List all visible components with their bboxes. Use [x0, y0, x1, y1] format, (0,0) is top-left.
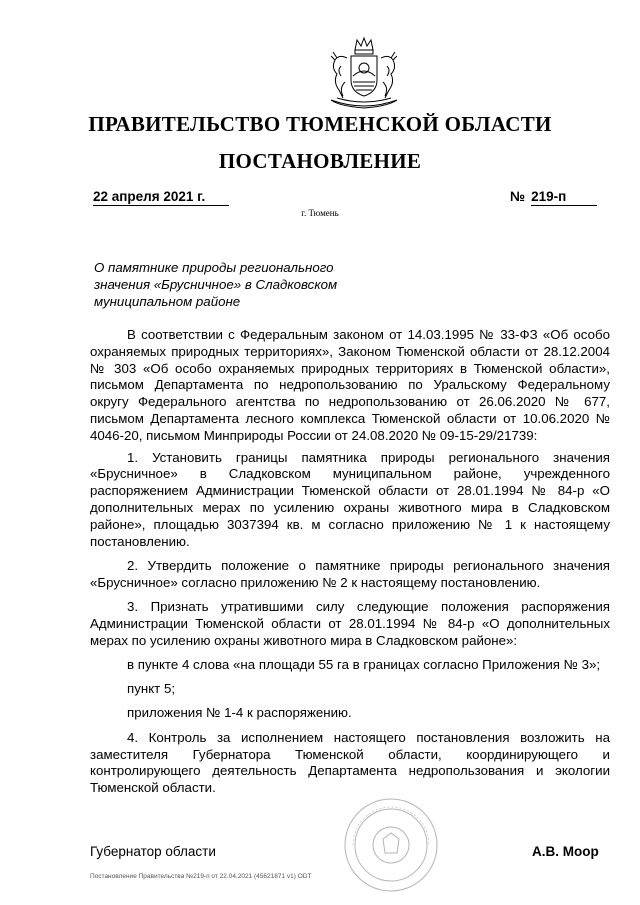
signer-name: А.В. Моор [532, 844, 599, 859]
subject-line: значения «Брусничное» в Сладковском [94, 277, 338, 292]
document-type: ПОСТАНОВЛЕНИЕ [218, 149, 422, 173]
number-label: № [510, 189, 526, 204]
document-subject [94, 259, 374, 310]
official-seal-stamp [343, 797, 439, 893]
preamble-paragraph: В соответствии с Федеральным законом от 14.03.1995 № 33-ФЗ «Об особо охраняемых природных территориях», Законом Тюменской области от 28.12.2004 № 303 «Об особо охраняемых природных территориях в Тюменской области», письмом Департамента по недропользованию по Уральскому Федеральному округу Федерального агентства по недропользованию от 26.06.2020 № 677, письмом Департамента лесного комплекса Тюменской области от 10.06.2020 № 4046-20, письмом Минприроды России от 24.08.2020 № 09-15-29/21739: [90, 327, 610, 443]
city: г. Тюмень [301, 208, 339, 218]
item-3c-paragraph: приложения № 1-4 к распоряжению. [127, 705, 352, 721]
item-3b-paragraph: пункт 5; [127, 681, 176, 697]
document-footer: Постановление Правительства №219-п от 22.04.2021 (45621871 v1) ODT [90, 873, 312, 880]
coat-of-arms-emblem [317, 36, 411, 112]
signer-role: Губернатор области [90, 844, 216, 859]
subject-line: муниципальном районе [94, 294, 241, 309]
document-body [90, 327, 610, 804]
item-3a-paragraph: в пункте 4 слова «на площади 55 га в границах согласно Приложения № 3»; [127, 656, 601, 672]
item-1-paragraph: 1. Установить границы памятника природы регионального значения «Брусничное» в Сладковском муниципальном районе, учрежденного распоряжением Администрации Тюменской области от 28.01.1994 № 84-р «О дополнительных мерах по усилению охраны животного мира в Сладковском районе», площадью 3037394 кв. м согласно приложению № 1 к настоящему постановлению. [90, 449, 610, 549]
document-date: 22 апреля 2021 г. [93, 188, 229, 206]
document-number [510, 188, 597, 206]
organization-title: ПРАВИТЕЛЬСТВО ТЮМЕНСКОЙ ОБЛАСТИ [88, 112, 552, 136]
item-4-paragraph: 4. Контроль за исполнением настоящего постановления возложить на заместителя Губернатора Тюменской области, координирующего и контролирующего деятельность Департамента недропользования и экологии Тюменской области. [90, 729, 610, 796]
number-value: 219-п [531, 188, 597, 206]
item-3-paragraph: 3. Признать утратившими силу следующие положения распоряжения Администрации Тюменской области от 28.01.1994 № 84-р «О дополнительных мерах по усилению охраны животного мира в Сладковском районе»: [90, 598, 610, 648]
subject-line: О памятнике природы регионального [94, 260, 334, 275]
item-2-paragraph: 2. Утвердить положение о памятнике природы регионального значения «Брусничное» согласно приложению № 2 к настоящему постановлению. [90, 557, 610, 590]
